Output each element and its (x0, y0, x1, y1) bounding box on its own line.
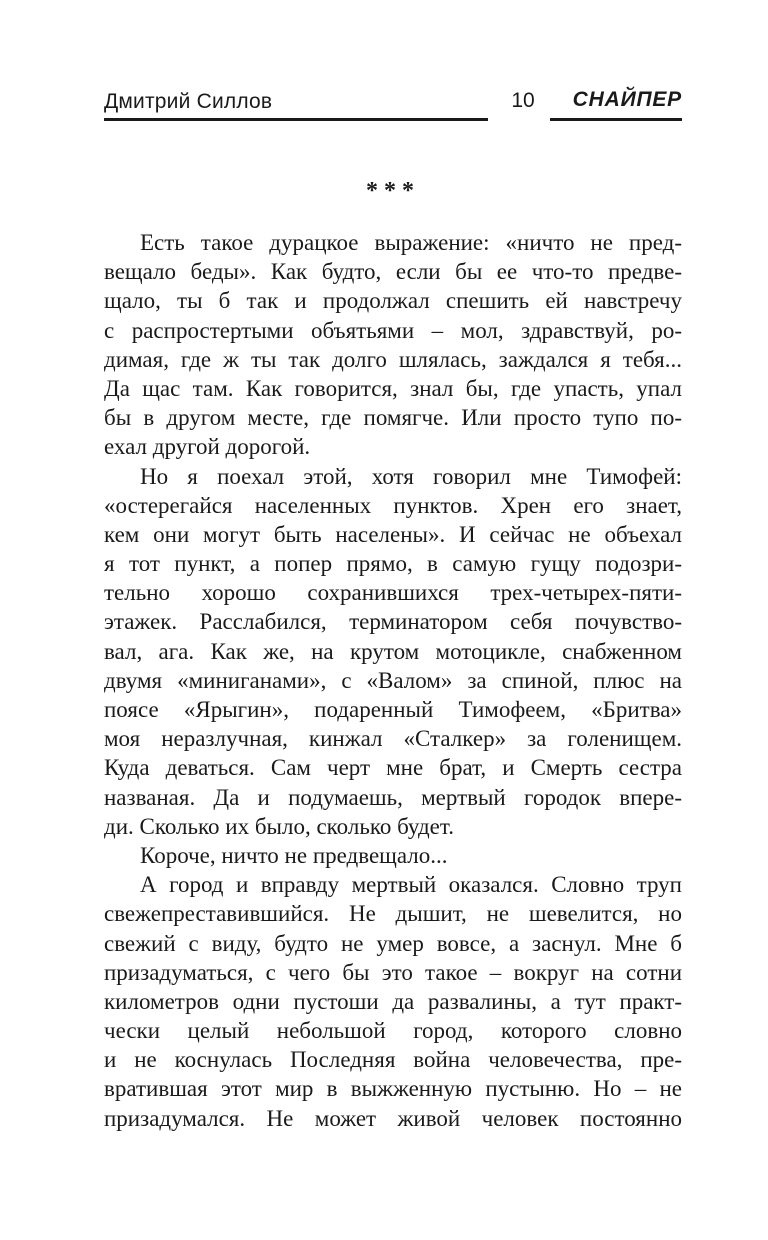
header-rule-left (104, 118, 488, 121)
text-line: Да щас там. Как говорится, знал бы, где упасть, упал (104, 375, 682, 401)
body-text (104, 228, 682, 1133)
text-line: вал, ага. Как же, на крутом мотоцикле, снабженном (104, 638, 682, 664)
text-line: вратившая этот мир в выжженную пустыню. Но – не (104, 1076, 682, 1102)
text-line: этажек. Расслабился, терминатором себя почувство- (104, 609, 682, 635)
text-line: я тот пункт, а попер прямо, в самую гущу подозри- (104, 551, 682, 577)
text-line: ди. Сколько их было, сколько будет. (104, 813, 454, 839)
text-line: и не коснулась Последняя война человечества, пре- (104, 1047, 682, 1073)
text-line: названая. Да и подумаешь, мертвый городок впере- (104, 784, 682, 810)
series-title: СНАЙПЕР (572, 88, 682, 111)
text-line: с распростертыми объятьями – мол, здравствуй, ро- (104, 317, 682, 343)
author-name: Дмитрий Силлов (104, 90, 273, 113)
text-line: Есть такое дурацкое выражение: «ничто не пред- (140, 230, 682, 255)
text-line: щало, ты б так и продолжал спешить ей навстречу (104, 288, 682, 314)
text-line: призадумался. Не может живой человек постоянно (104, 1105, 682, 1131)
text-line: Куда деваться. Сам черт мне брат, и Смерть сестра (104, 755, 682, 781)
text-line: бы в другом месте, где помягче. Или просто тупо по- (104, 405, 682, 431)
text-line: Но я поехал этой, хотя говорил мне Тимофей: (140, 463, 682, 489)
text-line: чески целый небольшой город, которого словно (104, 1018, 682, 1044)
text-line: призадуматься, с чего бы это такое – вокруг на сотни (104, 959, 682, 985)
header-rule-right (550, 118, 682, 121)
text-line: кем они могут быть населены». И сейчас не объехал (104, 521, 682, 547)
section-separator: *** (366, 178, 420, 204)
text-line: димая, где ж ты так долго шлялась, заждался я тебя... (104, 346, 682, 372)
running-header (104, 84, 682, 124)
text-line: поясе «Ярыгин», подаренный Тимофеем, «Бритва» (104, 697, 682, 722)
page-number: 10 (511, 89, 535, 112)
text-line: моя неразлучная, кинжал «Сталкер» за голенищем. (104, 726, 682, 752)
text-line: свежепреставившийся. Не дышит, не шевелится, но (104, 901, 682, 927)
text-line: ехал другой дорогой. (104, 434, 311, 460)
text-line: А город и вправду мертвый оказался. Словно труп (140, 872, 682, 898)
text-line: вещало беды». Как будто, если бы ее что-то предве- (104, 259, 682, 285)
text-line: Короче, ничто не предвещало... (140, 842, 448, 868)
text-line: двумя «миниганами», с «Валом» за спиной, плюс на (104, 667, 682, 693)
text-line: свежий с виду, будто не умер вовсе, а заснул. Мне б (104, 930, 682, 956)
text-line: километров одни пустоши да развалины, а тут практ- (104, 988, 682, 1014)
text-line: «остерегайся населенных пунктов. Хрен его знает, (104, 492, 682, 518)
text-line: тельно хорошо сохранившихся трех-четырех-пяти- (104, 580, 682, 606)
